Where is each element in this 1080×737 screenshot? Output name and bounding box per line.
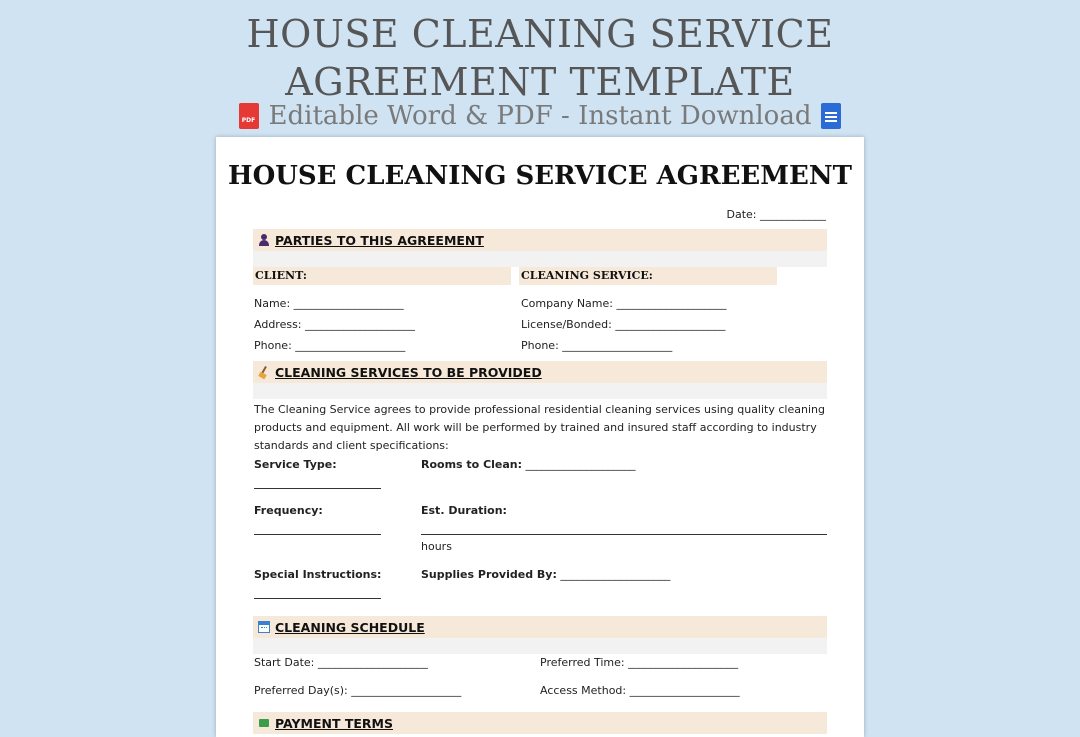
person-icon (258, 234, 270, 246)
pdf-badge-text: PDF (241, 117, 256, 124)
broom-icon (258, 366, 270, 378)
supplies-provided-label: Supplies Provided By: (421, 568, 557, 581)
cleaning-service-heading: CLEANING SERVICE: (519, 267, 777, 285)
est-duration-label: Est. Duration: (421, 504, 507, 517)
supplies-provided-blank: ____________________ (560, 568, 671, 581)
hero-title-line-2: AGREEMENT TEMPLATE (285, 60, 795, 104)
preferred-days-field: Preferred Day(s): ____________________ (254, 684, 462, 697)
access-method-field: Access Method: ____________________ (540, 684, 740, 697)
section-parties-heading: PARTIES TO THIS AGREEMENT (275, 232, 484, 248)
agreement-document (216, 137, 864, 737)
date-field: Date: ____________ (726, 208, 826, 221)
client-name-field: Name: ____________________ (254, 297, 404, 310)
hero-title (0, 10, 1080, 106)
frequency-line (254, 534, 381, 535)
services-paragraph: The Cleaning Service agrees to provide professional residential cleaning services using quality cleaning products and equipment. All work will be performed by trained and insured staff according to industry standards and client specifications: (254, 403, 825, 452)
document-title: HOUSE CLEANING SERVICE AGREEMENT (228, 161, 852, 191)
section-payment (253, 712, 827, 734)
service-type-line (254, 488, 381, 489)
duration-unit: hours (421, 540, 452, 553)
frequency-label: Frequency: (254, 504, 323, 517)
section-services (253, 361, 827, 383)
section-divider (253, 383, 827, 399)
special-instructions-line (254, 598, 381, 599)
preferred-time-field: Preferred Time: ____________________ (540, 656, 739, 669)
service-type-label: Service Type: (254, 458, 337, 471)
section-divider (253, 638, 827, 654)
rooms-to-clean-blank: ____________________ (525, 458, 636, 471)
start-date-field: Start Date: ____________________ (254, 656, 428, 669)
client-heading: CLIENT: (253, 267, 511, 285)
section-schedule (253, 616, 827, 638)
service-phone-field: Phone: ____________________ (521, 339, 673, 352)
hero-subtitle: Editable Word & PDF - Instant Download (268, 101, 812, 131)
calendar-icon (258, 621, 270, 633)
rooms-to-clean-field (421, 458, 636, 472)
section-divider (253, 251, 827, 267)
hero-title-line-1: HOUSE CLEANING SERVICE (246, 12, 834, 56)
special-instructions-label: Special Instructions: (254, 568, 382, 581)
section-payment-heading: PAYMENT TERMS (275, 715, 393, 731)
section-services-heading: CLEANING SERVICES TO BE PROVIDED (275, 364, 542, 380)
rooms-to-clean-label: Rooms to Clean: (421, 458, 523, 471)
est-duration-line (421, 534, 827, 535)
section-schedule-heading: CLEANING SCHEDULE (275, 619, 425, 635)
client-address-field: Address: ____________________ (254, 318, 416, 331)
money-icon (258, 717, 270, 729)
hero-subtitle-row (0, 99, 1080, 133)
word-file-icon (821, 103, 841, 129)
client-phone-field: Phone: ____________________ (254, 339, 406, 352)
section-parties (253, 229, 827, 251)
supplies-provided-field (421, 568, 670, 582)
license-bonded-field: License/Bonded: ____________________ (521, 318, 726, 331)
pdf-file-icon (239, 103, 259, 129)
company-name-field: Company Name: ____________________ (521, 297, 727, 310)
